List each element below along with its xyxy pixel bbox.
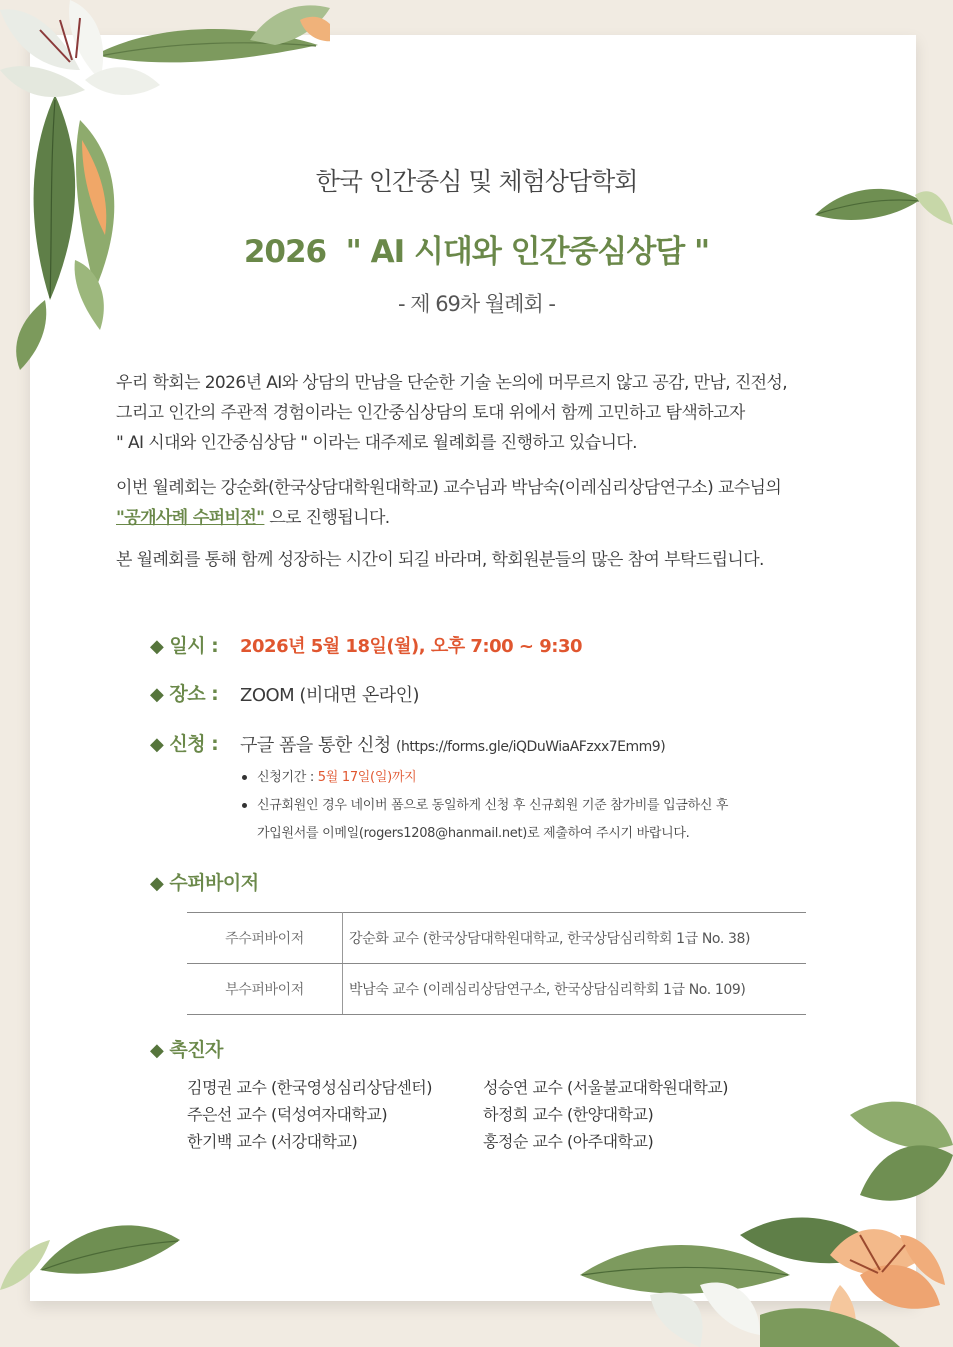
table-row (187, 913, 806, 964)
supervisor-name: 박남숙 교수 (이레심리상담연구소, 한국상담심리학회 1급 No. 109) (343, 964, 807, 1015)
new-member-bullet-continued: 가입원서를 이메일(rogers1208@hanmail.net)로 제출하여 주시기 바랍니다. (257, 826, 690, 841)
apply-period-bullet: 신청기간 : 5월 17일(일)까지 (242, 766, 416, 785)
facilitators-left-column (187, 1074, 432, 1155)
apply-label: ◆ 신청 : (150, 733, 219, 755)
apply-deadline: 5월 17일(일)까지 (317, 770, 417, 785)
date-value: 2026년 5월 18일(월), 오후 7:00 ~ 9:30 (240, 636, 583, 657)
apply-url-link[interactable]: (https://forms.gle/iQDuWiaAFzxx7Emm9) (396, 739, 666, 755)
organization-name: 한국 인간중심 및 체험상담학회 (315, 167, 638, 196)
event-subtitle: - 제 69차 월례회 - (397, 292, 555, 316)
facilitator-name: 한기백 교수 (서강대학교) (187, 1132, 358, 1151)
facilitator-name: 하정희 교수 (한양대학교) (483, 1105, 654, 1124)
apply-method: 구글 폼을 통한 신청 (240, 735, 391, 756)
intro-line (116, 503, 896, 533)
facilitator-name: 성승연 교수 (서울불교대학원대학교) (483, 1078, 728, 1097)
new-member-bullet: 신규회원인 경우 네이버 폼으로 동일하게 신청 후 신규회원 기준 참가비를 입금하신 후 (242, 794, 728, 813)
leaf-decoration-bottom-left (0, 1200, 190, 1300)
supervisor-role: 주수퍼바이저 (187, 913, 343, 964)
bullet-dot-icon (242, 803, 247, 808)
place-value: ZOOM (비대면 온라인) (240, 685, 420, 706)
diamond-bullet-icon: ◆ (150, 684, 164, 705)
bullet-dot-icon (242, 775, 247, 780)
supervisor-name: 강순화 교수 (한국상담대학원대학교, 한국상담심리학회 1급 No. 38) (343, 913, 807, 964)
intro-paragraph-2 (116, 473, 896, 533)
facilitator-name: 홍정순 교수 (아주대학교) (483, 1132, 654, 1151)
place-label: ◆ 장소 : (150, 683, 219, 705)
facilitators-heading: ◆ 촉진자 (150, 1039, 223, 1061)
facilitator-name: 주은선 교수 (덕성여자대학교) (187, 1105, 388, 1124)
supervision-highlight: "공개사례 수퍼비전" (116, 508, 265, 528)
apply-value (240, 731, 665, 757)
facilitators-right-column (483, 1074, 728, 1155)
supervisor-role: 부수퍼바이저 (187, 964, 343, 1015)
diamond-bullet-icon: ◆ (150, 734, 164, 755)
diamond-bullet-icon: ◆ (150, 1040, 164, 1061)
date-label: ◆ 일시 : (150, 635, 219, 657)
event-title: 2026 " AI 시대와 인간중심상담 " (243, 234, 710, 270)
supervisors-heading: ◆ 수퍼바이저 (150, 872, 259, 894)
intro-line: 우리 학회는 2026년 AI와 상담의 만남을 단순한 기술 논의에 머무르지 않고 공감, 만남, 진전성, (116, 373, 788, 393)
diamond-bullet-icon: ◆ (150, 636, 164, 657)
intro-line-rest: 으로 진행됩니다. (264, 508, 390, 528)
intro-line: 이번 월례회는 강순화(한국상담대학원대학교) 교수님과 박남숙(이레심리상담연구소) 교수님의 (116, 478, 782, 498)
intro-line: " AI 시대와 인간중심상담 " 이라는 대주제로 월례회를 진행하고 있습니다. (116, 433, 637, 453)
intro-paragraph-1 (116, 368, 896, 458)
intro-line: 본 월례회를 통해 함께 성장하는 시간이 되길 바라며, 학회원분들의 많은 참여 부탁드립니다. (116, 550, 764, 570)
diamond-bullet-icon: ◆ (150, 873, 164, 894)
intro-line: 그리고 인간의 주관적 경험이라는 인간중심상담의 토대 위에서 함께 고민하고 탐색하고자 (116, 403, 745, 423)
table-row (187, 964, 806, 1015)
supervisors-table (187, 912, 806, 1015)
facilitator-name: 김명권 교수 (한국영성심리상담센터) (187, 1078, 432, 1097)
intro-paragraph-3 (116, 545, 896, 575)
